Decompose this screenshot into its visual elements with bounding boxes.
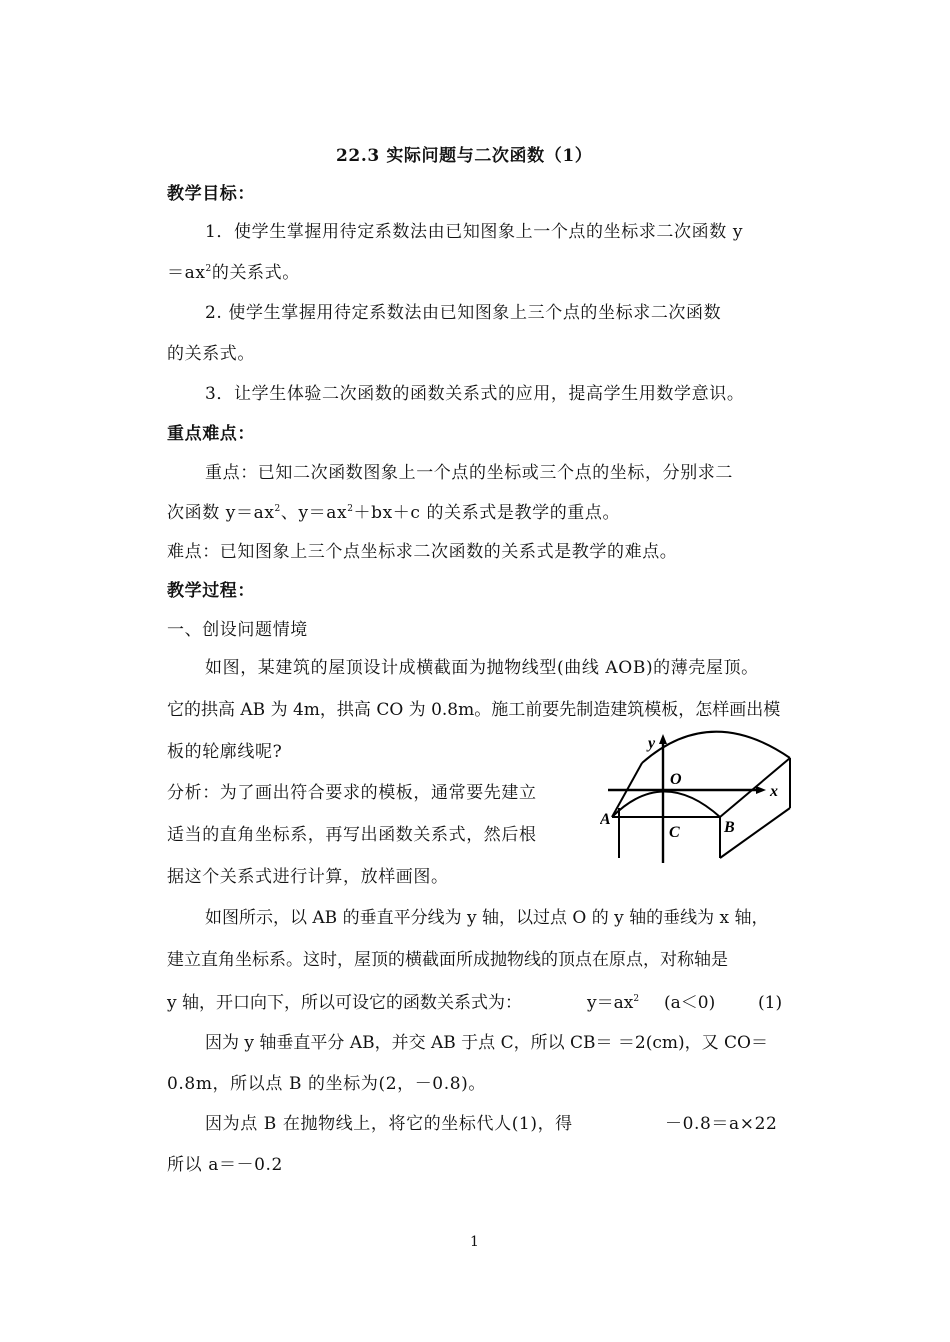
roof-parabola-figure bbox=[600, 728, 800, 868]
page-number: 1 bbox=[470, 1234, 479, 1250]
objective-3-line-1: 3．让学生体验二次函数的函数关系式的应用，提高学生用数学意识。 bbox=[205, 384, 745, 404]
solution-line-1: 如图所示，以 AB 的垂直平分线为 y 轴，以过点 O 的 y 轴的垂线为 x 轴， bbox=[205, 908, 769, 928]
label-o: O bbox=[670, 771, 682, 788]
problem-line-3: 板的轮廓线呢? bbox=[167, 742, 283, 762]
label-y: y bbox=[648, 735, 656, 752]
formula-text: －0.8＝a×22 bbox=[665, 1114, 778, 1134]
label-b: B bbox=[724, 819, 735, 836]
reasoning-line-1: 因为 y 轴垂直平分 AB，并交 AB 于点 C，所以 CB＝ ＝2(cm)，又 CO＝ bbox=[205, 1033, 768, 1053]
objectives-heading: 教学目标： bbox=[167, 184, 255, 204]
analysis-line-3: 据这个关系式进行计算，放样画图。 bbox=[167, 867, 449, 887]
keypoints-heading: 重点难点： bbox=[167, 424, 255, 444]
roof-back-arc bbox=[642, 732, 790, 763]
formula-text bbox=[587, 992, 639, 1014]
analysis-line-1: 分析：为了画出符合要求的模板，通常要先建立 bbox=[167, 783, 537, 803]
text: ＋bx＋c 的关系式是教学的重点。 bbox=[353, 503, 621, 523]
formula-condition: (a＜0) bbox=[664, 993, 716, 1013]
keypoint-1-line-2 bbox=[167, 502, 620, 524]
roof-right-top bbox=[720, 758, 790, 817]
keypoint-2-line-1: 难点：已知图象上三个点坐标求二次函数的关系式是教学的难点。 bbox=[167, 542, 678, 562]
process-heading: 教学过程： bbox=[167, 581, 255, 601]
substitution-line-1 bbox=[205, 1113, 778, 1135]
label-x: x bbox=[770, 783, 778, 800]
superscript: 2 bbox=[274, 504, 281, 514]
equation-number: (1) bbox=[758, 993, 783, 1013]
objective-2-line-2: 的关系式。 bbox=[167, 344, 255, 364]
objective-1-line-2 bbox=[167, 262, 300, 284]
objective-1-line-1: 1．使学生掌握用待定系数法由已知图象上一个点的坐标求二次函数 y bbox=[205, 222, 744, 242]
label-a: A bbox=[600, 811, 611, 828]
objective-2-line-1: 2. 使学生掌握用待定系数法由已知图象上三个点的坐标求二次函数 bbox=[205, 303, 722, 323]
superscript: 2 bbox=[633, 994, 640, 1004]
parabola-aob bbox=[612, 792, 720, 818]
problem-line-2: 它的拱高 AB 为 4m，拱高 CO 为 0.8m。施工前要先制造建筑模板，怎样画出模 bbox=[167, 700, 781, 720]
text: 因为点 B 在抛物线上，将它的坐标代人(1)，得 bbox=[205, 1114, 573, 1134]
page-title: 22.3 实际问题与二次函数（1） bbox=[336, 146, 593, 166]
formula-text: ＝ax bbox=[167, 263, 206, 283]
analysis-line-2: 适当的直角坐标系，再写出函数关系式，然后根 bbox=[167, 825, 537, 845]
superscript: 2 bbox=[347, 504, 354, 514]
text: y＝ax bbox=[587, 993, 634, 1013]
part1-heading: 一、创设问题情境 bbox=[167, 620, 308, 640]
solution-line-2: 建立直角坐标系。这时，屋顶的横截面所成抛物线的顶点在原点，对称轴是 bbox=[167, 950, 728, 970]
y-axis-arrow bbox=[659, 734, 667, 744]
superscript: 2 bbox=[205, 264, 212, 274]
keypoint-1-line-1: 重点：已知二次函数图象上一个点的坐标或三个点的坐标，分别求二 bbox=[205, 463, 733, 483]
text: y 轴，开口向下，所以可设它的函数关系式为： bbox=[167, 993, 523, 1013]
label-c: C bbox=[669, 824, 680, 841]
solution-line-3 bbox=[167, 992, 783, 1014]
reasoning-line-2: 0.8m，所以点 B 的坐标为(2，－0.8)。 bbox=[167, 1074, 486, 1094]
x-axis-arrow bbox=[756, 786, 766, 794]
text: 的关系式。 bbox=[211, 263, 300, 283]
text: 、y＝ax bbox=[280, 503, 348, 523]
result-line: 所以 a＝－0.2 bbox=[167, 1155, 283, 1175]
text: 次函数 y＝ax bbox=[167, 503, 275, 523]
problem-line-1: 如图，某建筑的屋顶设计成横截面为抛物线型(曲线 AOB)的薄壳屋顶。 bbox=[205, 658, 759, 678]
